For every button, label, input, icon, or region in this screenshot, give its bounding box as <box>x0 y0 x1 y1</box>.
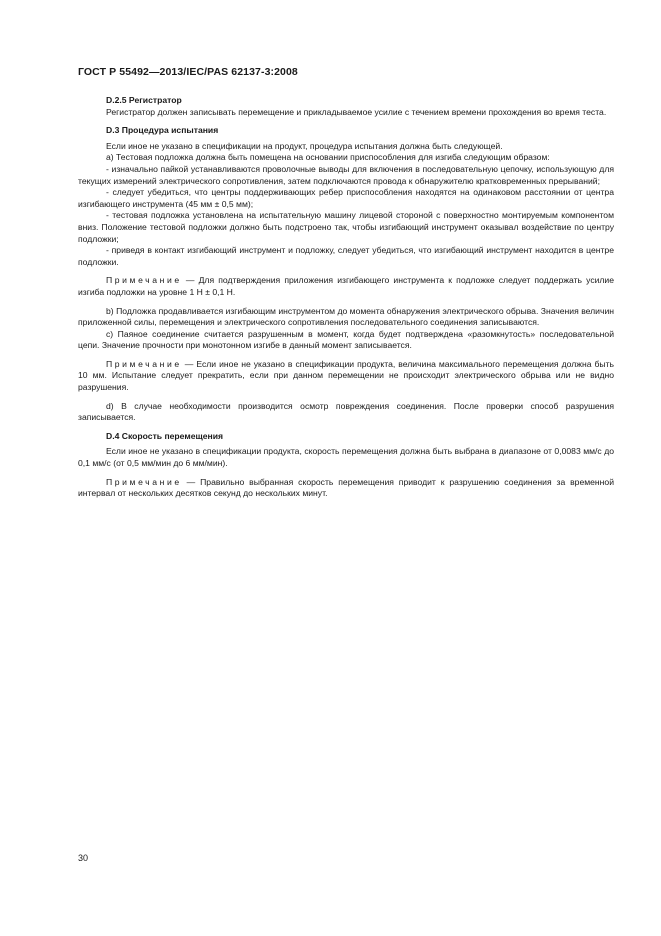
list-item-c: c) Паяное соединение считается разрушенным в момент, когда будет подтверждена «разомкнутость» последовательной цепи. Значение прочности при монотонном изгибе в данный момент записывается. <box>78 328 614 351</box>
document-body <box>78 95 614 500</box>
note <box>78 275 614 298</box>
note <box>78 359 614 394</box>
list-subitem: - изначально пайкой устанавливаются проволочные выводы для включения в последовательную цепочку, использующую для текущих измерений электрического сопротивления, затем подключаются провода к обнаружителю кратковременных прерываний; <box>78 163 614 186</box>
paragraph: Если иное не указано в спецификации на продукт, процедура испытания должна быть следующей. <box>106 140 503 151</box>
note-text: — Если иное не указано в спецификации продукта, величина максимального перемещения должна быть 10 мм. Испытание следует прекратить, если при данном перемещении не происходит электрического обрыва или не видно разрушения. <box>78 358 615 393</box>
page-number: 30 <box>78 853 89 863</box>
list-subitem: - приведя в контакт изгибающий инструмент и подложку, следует убедиться, что изгибающий инструмент находится в центре подложки. <box>78 245 614 267</box>
section-heading-d3: D.3 Процедура испытания <box>106 125 219 136</box>
list-item-d: d) В случае необходимости производится осмотр повреждения соединения. После проверки способ разрушения записывается. <box>78 400 614 423</box>
note-label: Примечание <box>106 358 182 369</box>
list-item-b: b) Подложка продавливается изгибающим инструментом до момента обнаружения электрического обрыва. Значения величин приложенной силы, перемещения и электрического сопротивления последовательного соединения записываются. <box>78 305 614 328</box>
list-item-a: a) Тестовая подложка должна быть помещена на основании приспособления для изгиба следующим образом: <box>106 152 550 163</box>
note <box>78 477 614 500</box>
note-label: Примечание <box>106 476 182 487</box>
note-text: — Правильно выбранная скорость перемещения приводит к разрушению соединения за временной интервал от нескольких десятков секунд до нескольких минут. <box>78 476 614 499</box>
list-subitem: - следует убедиться, что центры поддерживающих ребер приспособления находятся на одинаковом расстоянии от центра изгибающего инструмента (45 мм ± 0,5 мм); <box>78 187 614 209</box>
paragraph: Если иное не указано в спецификации продукта, скорость перемещения должна быть выбрана в диапазоне от 0,0083 мм/с до 0,1 мм/с (от 0,5 мм/мин до 6 мм/мин). <box>78 446 614 469</box>
list-subitem: - тестовая подложка установлена на испытательную машину лицевой стороной с поверхностно монтируемым компонентом вниз. Положение тестовой подложки должно быть подстроено так, чтобы изгибающий инструмент оказывал воздействие по центру подложки; <box>78 210 614 244</box>
section-heading-d4: D.4 Скорость перемещения <box>106 430 223 441</box>
paragraph: Регистратор должен записывать перемещение и прикладываемое усилие с течением времени прохождения во время теста. <box>106 106 607 117</box>
document-code-header: ГОСТ Р 55492—2013/IEC/PAS 62137-3:2008 <box>78 66 298 78</box>
note-text: — Для подтверждения приложения изгибающего инструмента к подложке следует поддержать усилие изгиба подложки на уровне 1 Н ± 0,1 Н. <box>78 275 615 297</box>
section-heading-d25: D.2.5 Регистратор <box>106 95 182 105</box>
note-label: Примечание <box>106 275 182 286</box>
